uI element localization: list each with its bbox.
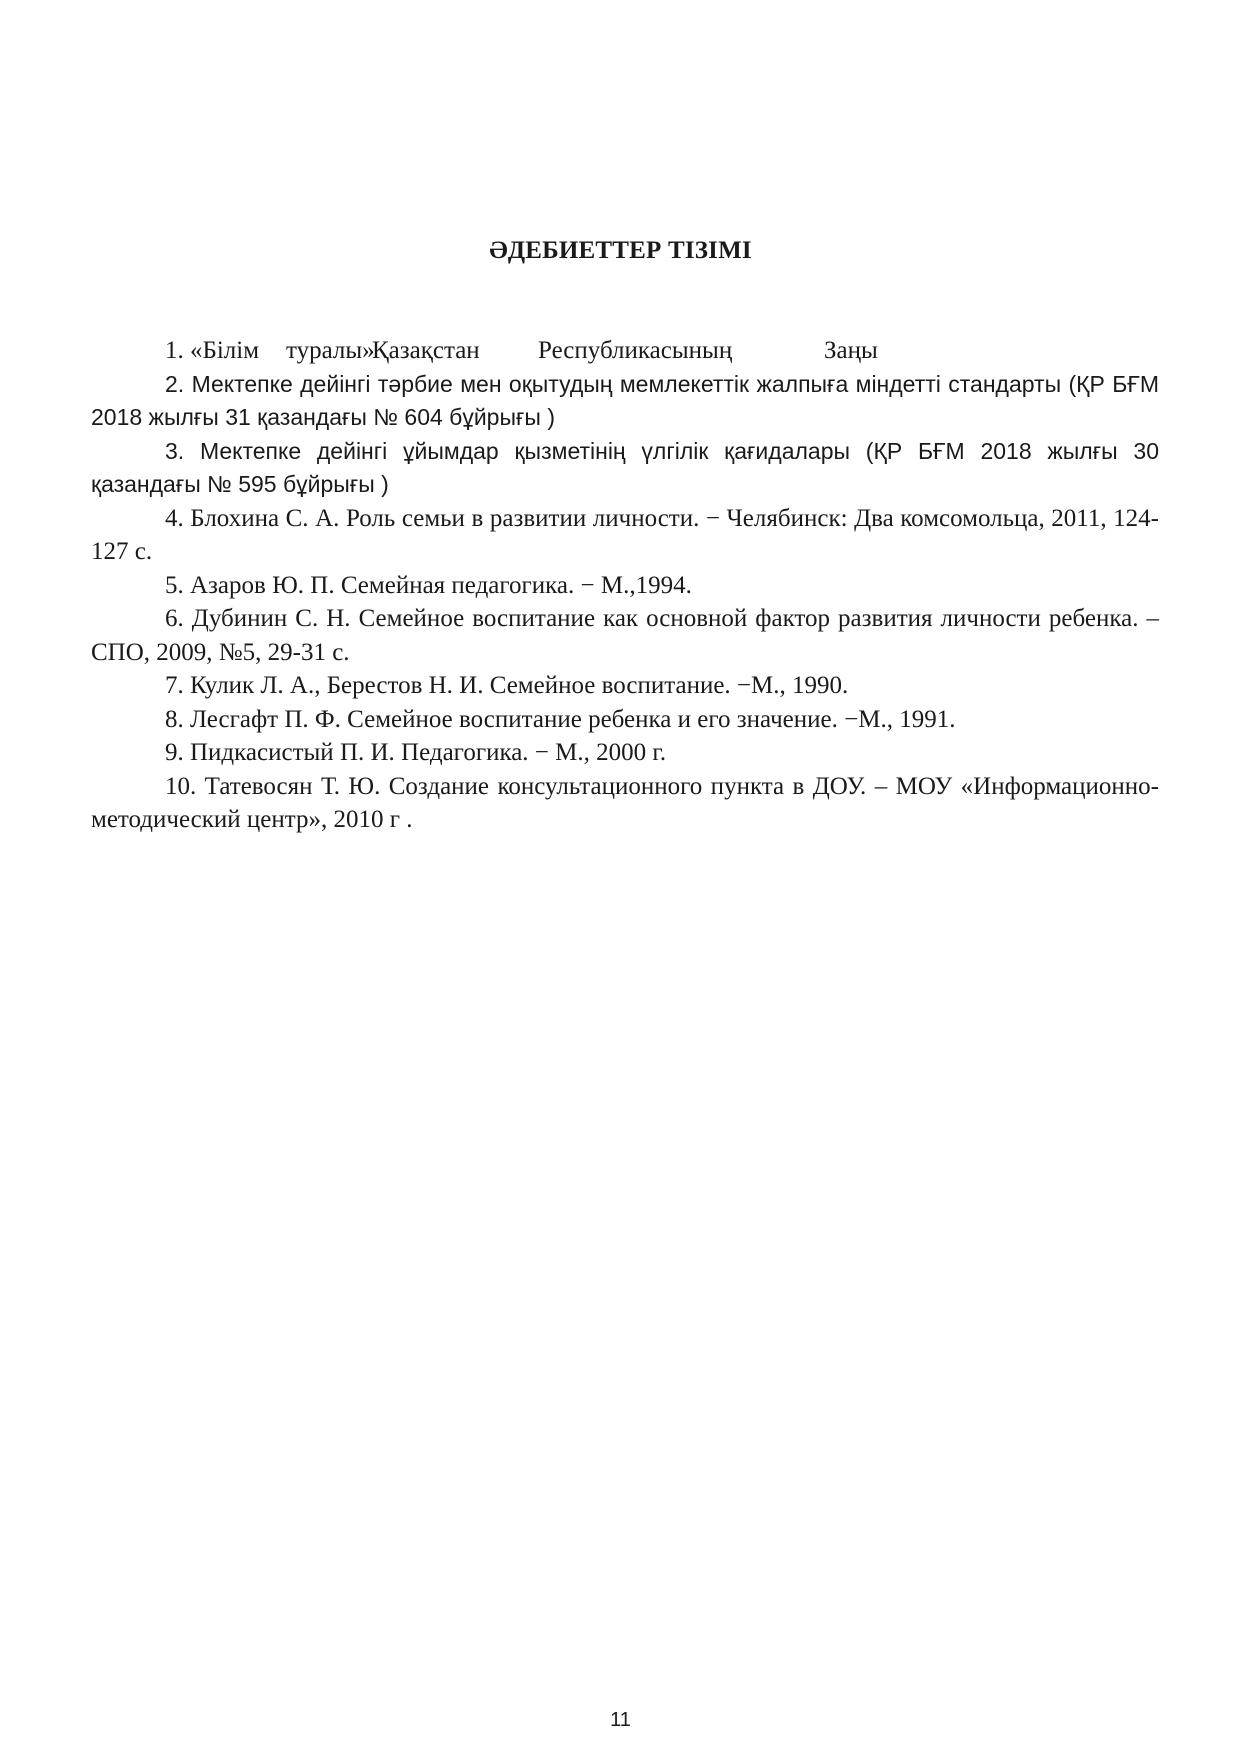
reference-item-5: 5. Азаров Ю. П. Семейная педагогика. − М.,1994.	[165, 571, 692, 599]
page-number: 11	[610, 1709, 631, 1731]
reference-1-part-3: Қазақстан	[372, 337, 480, 364]
reference-item-8: 8. Лесгафт П. Ф. Семейное воспитание ребенка и его значение. −М., 1991.	[165, 705, 956, 733]
reference-item-3: 3. Мектепке дейінгі ұйымдар қызметінің үлгілік қағидалары (ҚР БҒМ 2018 жылғы 30 қазандағы № 595 бұйрығы )	[91, 437, 1159, 497]
reference-item-7: 7. Кулик Л. А., Берестов Н. И. Семейное воспитание. −М., 1990.	[165, 672, 849, 699]
reference-item-10: 10. Татевосян Т. Ю. Создание консультационного пункта в ДОУ. – МОУ «Информационно-методический центр», 2010 г .	[91, 772, 1159, 833]
page-title: ӘДЕБИЕТТЕР ТІЗІМІ	[489, 237, 752, 264]
reference-1-part-5: Заңы	[824, 337, 878, 364]
reference-item-6: 6. Дубинин С. Н. Семейное воспитание как основной фактор развития личности ребенка. – СПО, 2009, №5, 29-31 с.	[91, 605, 1159, 666]
reference-item-9: 9. Пидкасистый П. И. Педагогика. − М., 2000 г.	[165, 739, 667, 766]
reference-item-1	[91, 334, 1159, 368]
reference-1-part-1: «Білім	[190, 337, 260, 364]
reference-1-number: 1.	[165, 337, 184, 364]
reference-1-part-4: Республикасының	[538, 337, 733, 364]
reference-1-part-2: туралы»	[286, 337, 375, 364]
reference-item-2: 2. Мектепке дейінгі тәрбие мен оқытудың мемлекеттік жалпыға міндетті стандарты (ҚР БҒМ 2018 жылғы 31 қазандағы № 604 бұйрығы )	[91, 370, 1159, 430]
reference-item-4: 4. Блохина С. А. Роль семьи в развитии личности. − Челябинск: Два комсомольца, 2011, 124-127 с.	[91, 504, 1159, 565]
reference-list	[91, 334, 1159, 837]
